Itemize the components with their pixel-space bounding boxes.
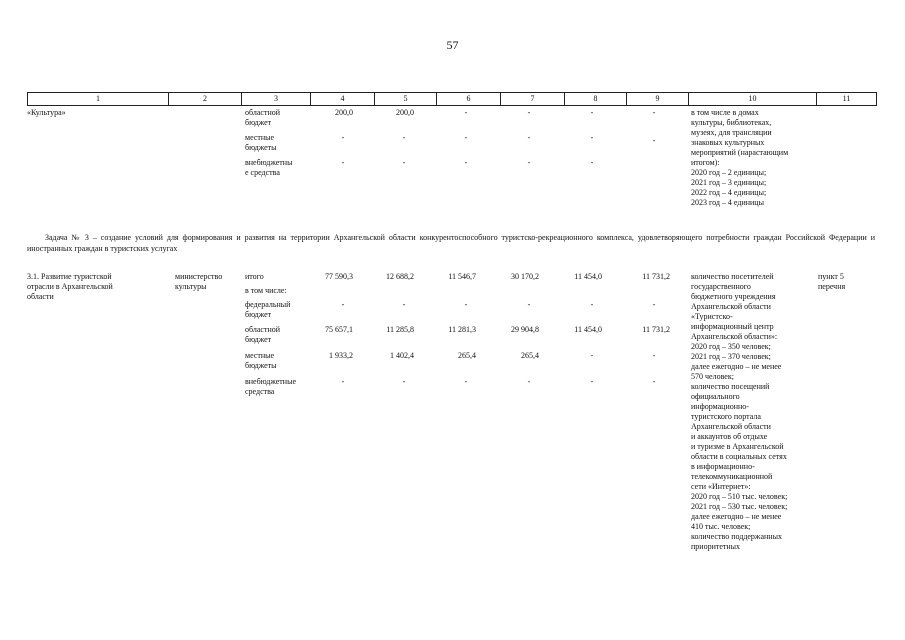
s2-row-reg-label: областной бюджет — [245, 325, 281, 344]
s2-row-incl-label: в том числе: — [245, 286, 287, 295]
s2-reg-val4: 29 904,8 — [511, 325, 539, 334]
s2-extra-val2: - — [402, 377, 406, 386]
s1-row3-val2: - — [402, 158, 406, 167]
s2-total-val3: 11 546,7 — [448, 272, 476, 281]
s1-row3-val4: - — [527, 158, 531, 167]
header-col-9: 9 — [627, 93, 689, 105]
header-col-10: 10 — [689, 93, 817, 105]
table-header-row — [27, 92, 877, 106]
s2-fed-val3: - — [464, 300, 468, 309]
s2-fed-val5: - — [590, 300, 594, 309]
s2-local-val4: 265,4 — [521, 351, 539, 360]
s1-row3-val3: - — [464, 158, 468, 167]
s2-local-val3: 265,4 — [458, 351, 476, 360]
header-col-11: 11 — [842, 94, 851, 103]
s1-row1-label: областной бюджет — [245, 108, 281, 127]
s2-fed-val4: - — [527, 300, 531, 309]
s2-total-val6: 11 731,2 — [642, 272, 670, 281]
s2-indicator: количество посетителей государственного бюджетного учреждения Архангельской области «Туристско- информационный центр Архангельской области»: 2020 год – 350 человек; 2021 год – 370 человек; далее ежегодно – не менее 570 человек; количество посещений официального информационно- туристского портала Архангельской области и аккаунтов об отдыхе и туризме в Архангельской области в социальных сетях в информационно- телекоммуникационной сети «Интернет»: 2020 год – 510 тыс. человек; 2021 год – 530 тыс. человек; далее ежегодно – не менее 410 тыс. человек; количество поддержанных приоритетных — [691, 272, 788, 551]
s2-extra-val6: - — [652, 377, 656, 386]
s1-row1-val6: - — [652, 108, 656, 117]
s1-row3-val1: - — [341, 158, 345, 167]
header-col-5: 5 — [375, 93, 437, 105]
s1-row2-val1: - — [341, 133, 345, 142]
header-col-6: 6 — [437, 93, 501, 105]
s1-row2-val4: - — [527, 133, 531, 142]
s2-fed-val1: - — [341, 300, 345, 309]
s1-row1-val3: - — [464, 108, 468, 117]
s2-local-val1: 1 933,2 — [329, 351, 353, 360]
s2-extra-val3: - — [464, 377, 468, 386]
s2-local-val5: - — [590, 351, 594, 360]
s2-extra-val5: - — [590, 377, 594, 386]
s2-reg-val2: 11 285,8 — [386, 325, 414, 334]
header-col-3: 3 — [242, 93, 311, 105]
page-number: 57 — [446, 38, 459, 52]
task3-text: Задача № 3 – создание условий для формирования и развития на территории Архангельской области конкурентоспособного туристско-рекреационного комплекса, удовлетворяющего потребности граждан Российской Федерации и иностранных граждан в туристских услугах — [27, 233, 875, 253]
s1-row1-val1: 200,0 — [335, 108, 353, 117]
s2-fed-val2: - — [402, 300, 406, 309]
s2-reg-val3: 11 281,3 — [448, 325, 476, 334]
header-col-7: 7 — [501, 93, 565, 105]
s2-total-val4: 30 170,2 — [511, 272, 539, 281]
s2-local-val6: - — [652, 351, 656, 360]
section2-executor: министерство культуры — [175, 272, 223, 291]
header-col-1: 1 — [28, 93, 169, 105]
header-col-2: 2 — [169, 93, 242, 105]
s2-local-val2: 1 402,4 — [390, 351, 414, 360]
s1-row2-val2: - — [402, 133, 406, 142]
s1-row1-val4: - — [527, 108, 531, 117]
s1-row2-val6: - — [652, 136, 656, 145]
s2-reg-val1: 75 657,1 — [325, 325, 353, 334]
s2-reg-val6: 11 731,2 — [642, 325, 670, 334]
s2-total-val2: 12 688,2 — [386, 272, 414, 281]
section1-name: «Культура» — [27, 108, 66, 117]
header-col-8: 8 — [565, 93, 627, 105]
s1-row1-val5: - — [590, 108, 594, 117]
s1-row3-label: внебюджетны е средства — [245, 158, 293, 177]
s2-row-extra-label: внебюджетные средства — [245, 377, 296, 396]
s2-extra-val4: - — [527, 377, 531, 386]
s2-reference: пункт 5 перечня — [818, 272, 846, 291]
s1-row1-val2: 200,0 — [396, 108, 414, 117]
section2-name: 3.1. Развитие туристской отрасли в Архангельской области — [27, 272, 113, 301]
s1-row2-label: местные бюджеты — [245, 133, 277, 152]
s2-fed-val6: - — [652, 300, 656, 309]
s1-indicator: в том числе в домах культуры, библиотеках, музеях, для трансляции знаковых культурных мероприятий (нарастающим итогом): 2020 год – 2 единицы; 2021 год – 3 единицы; 2022 год – 4 единицы; 2023 год – 4 единицы — [691, 108, 789, 207]
s2-row-total-label: итого — [245, 272, 264, 281]
s1-row3-val5: - — [590, 158, 594, 167]
s2-row-local-label: местные бюджеты — [245, 351, 277, 370]
s2-row-fed-label: федеральный бюджет — [245, 300, 291, 319]
s2-extra-val1: - — [341, 377, 345, 386]
s2-total-val1: 77 590,3 — [325, 272, 353, 281]
s2-total-val5: 11 454,0 — [574, 272, 602, 281]
s2-reg-val5: 11 454,0 — [574, 325, 602, 334]
s1-row2-val3: - — [464, 133, 468, 142]
header-col-4: 4 — [311, 93, 375, 105]
s1-row2-val5: - — [590, 133, 594, 142]
